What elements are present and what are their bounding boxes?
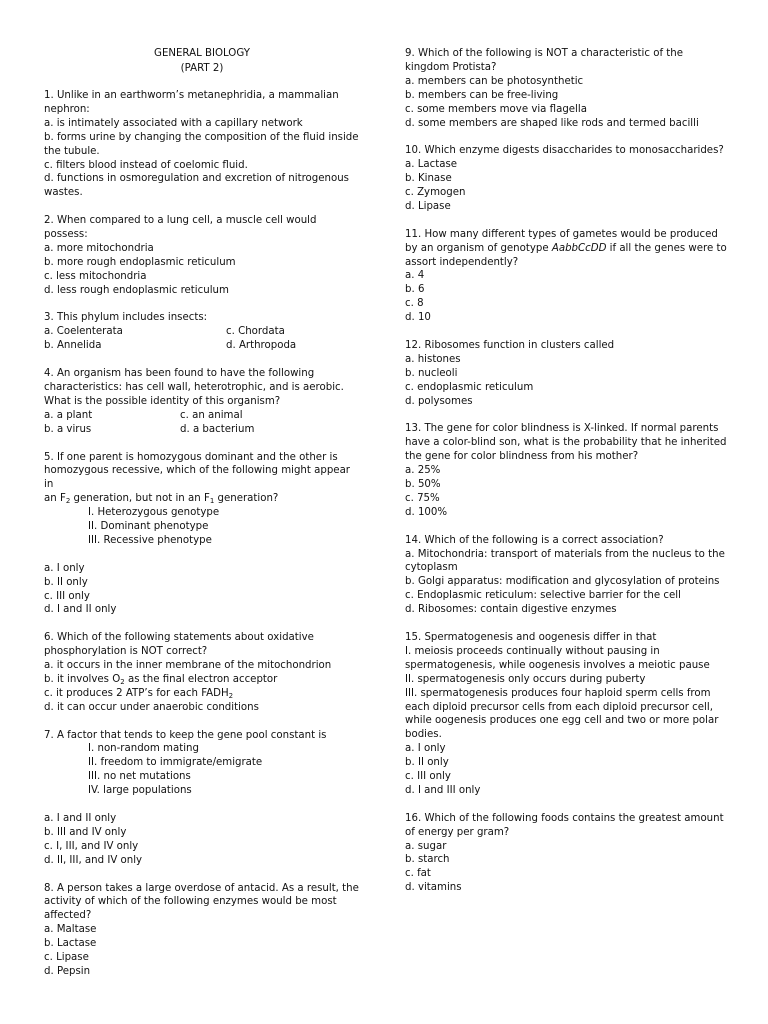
answer-choice: d. I and II only (44, 604, 117, 616)
subscript: 2 (228, 691, 234, 700)
answer-choice: c. Zymogen (405, 187, 466, 199)
roman-statement: III. no net mutations (88, 771, 191, 783)
answer-choice: c. I, III, and IV only (44, 840, 139, 852)
title-line-2: (PART 2) (180, 62, 224, 74)
answer-choice: d. I and III only (405, 784, 481, 796)
answer-choice: b. members can be free-living (405, 89, 559, 101)
question-stem: 8. A person takes a large overdose of antacid. As a result, the (44, 882, 359, 894)
answer-choice: the tubule. (44, 145, 100, 157)
question-stem: 9. Which of the following is NOT a characteristic of the (405, 48, 683, 59)
question-stem: 1. Unlike in an earthworm’s metanephridia, a mammalian (44, 90, 339, 101)
roman-statement: I. Heterozygous genotype (88, 507, 220, 519)
question-10 (405, 144, 727, 214)
choice-text: as the final electron acceptor (124, 673, 278, 685)
stem-text: generation, but not in an F (70, 493, 210, 505)
answer-choice: d. functions in osmoregulation and excretion of nitrogenous (44, 173, 349, 185)
answer-choice: c. III only (44, 590, 90, 602)
roman-statement: I. non-random mating (88, 743, 199, 755)
answer-choice: a. members can be photosynthetic (405, 75, 584, 87)
answer-choice: b. a virus (44, 423, 92, 435)
answer-choice: a. it occurs in the inner membrane of the mitochondrion (44, 660, 332, 672)
question-stem: 2. When compared to a lung cell, a muscle cell would possess: (44, 215, 317, 241)
answer-choice: c. filters blood instead of coelomic fluid. (44, 159, 248, 171)
answer-choice: b. II only (405, 757, 449, 769)
question-4 (44, 367, 360, 437)
question-stem: 15. Spermatogenesis and oogenesis differ in that (405, 631, 657, 643)
roman-statement: each diploid precursor cells from each diploid precursor cell, (405, 701, 713, 713)
answer-choice: b. III and IV only (44, 826, 127, 838)
question-stem: characteristics: has cell wall, heterotrophic, and is aerobic. (44, 381, 344, 393)
subscript: 2 (120, 677, 125, 686)
answer-choice: c. an animal (180, 409, 243, 421)
stem-text: by an organism of genotype (405, 242, 552, 254)
answer-choice: c. Endoplasmic reticulum: selective barrier for the cell (405, 590, 681, 602)
question-12 (405, 339, 727, 409)
answer-choice: a. I only (405, 743, 446, 755)
roman-statement: III. spermatogenesis produces four haploid sperm cells from (405, 687, 711, 699)
answer-choice: c. Lipase (44, 952, 89, 964)
blank-line (44, 798, 360, 812)
question-stem: homozygous recessive, which of the following might appear in (44, 465, 350, 491)
answer-choice: c. fat (405, 868, 431, 880)
question-13 (405, 422, 727, 519)
answer-choices-grid (44, 409, 360, 437)
answer-choice: d. 10 (405, 312, 431, 324)
question-stem (44, 492, 360, 506)
answer-choice: d. Arthropoda (226, 340, 297, 352)
question-15 (405, 631, 727, 798)
answer-choice: a. Mitochondria: transport of materials from the nucleus to the (405, 548, 725, 560)
answer-choice: b. more rough endoplasmic reticulum (44, 256, 236, 268)
answer-choice: d. polysomes (405, 395, 473, 407)
question-stem: 3. This phylum includes insects: (44, 312, 208, 324)
answer-choice: c. 75% (405, 492, 440, 504)
question-stem: 14. Which of the following is a correct association? (405, 534, 664, 546)
answer-choice: b. Annelida (44, 340, 102, 352)
question-1 (44, 89, 360, 200)
answer-choice: a. 25% (405, 465, 441, 477)
question-stem: 16. Which of the following foods contains the greatest amount (405, 812, 724, 824)
answer-choice: a. 4 (405, 270, 425, 282)
answer-choice: c. some members move via flagella (405, 103, 587, 115)
stem-text: an F (44, 493, 66, 505)
answer-choice: a. histones (405, 353, 461, 365)
question-stem: affected? (44, 910, 92, 922)
answer-choice: a. Maltase (44, 924, 97, 936)
question-stem: 6. Which of the following statements about oxidative (44, 632, 314, 644)
roman-statement: II. spermatogenesis only occurs during puberty (405, 673, 646, 685)
question-stem: 5. If one parent is homozygous dominant and the other is (44, 451, 338, 463)
stem-text: if all the genes were to (606, 242, 727, 254)
question-7 (44, 729, 360, 868)
answer-choice: cytoplasm (405, 562, 458, 574)
answer-choice: b. 6 (405, 284, 425, 296)
answer-choice: b. Golgi apparatus: modification and glycosylation of proteins (405, 576, 720, 588)
answer-choice: b. Lactase (44, 938, 97, 950)
roman-statement: II. freedom to immigrate/emigrate (88, 757, 263, 769)
question-stem: 10. Which enzyme digests disaccharides to monosaccharides? (405, 145, 724, 157)
question-stem: activity of which of the following enzymes would be most (44, 896, 337, 908)
question-14 (405, 534, 727, 617)
answer-choice: d. a bacterium (180, 423, 255, 435)
question-16 (405, 812, 727, 895)
question-stem: phosphorylation is NOT correct? (44, 646, 208, 658)
roman-statement: spermatogenesis, while oogenesis involves a meiotic pause (405, 659, 710, 671)
question-stem: What is the possible identity of this organism? (44, 395, 281, 407)
answer-choice: a. I and II only (44, 813, 117, 824)
answer-choice: d. 100% (405, 506, 448, 518)
answer-choice: a. Lactase (405, 159, 458, 171)
roman-statement: III. Recessive phenotype (88, 534, 212, 546)
answer-choice: d. it can occur under anaerobic conditions (44, 701, 259, 713)
answer-choice: b. 50% (405, 479, 441, 491)
question-8 (44, 882, 360, 979)
question-stem: 12. Ribosomes function in clusters called (405, 339, 615, 351)
choice-text: c. it produces 2 ATP’s for each FADH (44, 687, 229, 699)
answer-choice: d. Ribosomes: contain digestive enzymes (405, 604, 617, 616)
question-stem: kingdom Protista? (405, 61, 497, 73)
answer-choice: b. Kinase (405, 173, 452, 185)
roman-statement: while oogenesis produces one egg cell and two or more polar (405, 715, 719, 727)
question-6 (44, 631, 360, 714)
answer-choice: d. some members are shaped like rods and termed bacilli (405, 117, 699, 129)
question-9 (405, 47, 727, 130)
answer-choice (44, 673, 360, 687)
question-stem: the gene for color blindness from his mother? (405, 451, 639, 463)
question-stem (405, 242, 727, 256)
answer-choices-grid (44, 325, 360, 353)
answer-choice: a. a plant (44, 409, 93, 421)
question-stem: nephron: (44, 103, 90, 115)
answer-choice: c. less mitochondria (44, 270, 147, 282)
right-column (405, 47, 727, 909)
answer-choice: wastes. (44, 187, 83, 199)
question-11 (405, 228, 727, 325)
answer-choice: d. Lipase (405, 200, 451, 212)
answer-choice: c. endoplasmic reticulum (405, 381, 534, 393)
question-stem: 4. An organism has been found to have the following (44, 368, 315, 380)
subscript: 1 (209, 497, 215, 506)
question-stem: 11. How many different types of gametes would be produced (405, 228, 718, 240)
question-stem: have a color-blind son, what is the probability that he inherited (405, 437, 727, 449)
question-3 (44, 311, 360, 353)
left-column (44, 47, 360, 993)
choice-text: b. it involves O (44, 673, 121, 685)
answer-choice: d. Pepsin (44, 965, 91, 977)
answer-choice: b. II only (44, 576, 88, 588)
answer-choice: a. sugar (405, 840, 447, 852)
question-stem: 7. A factor that tends to keep the gene pool constant is (44, 729, 327, 741)
answer-choice: b. forms urine by changing the composition of the fluid inside (44, 131, 359, 143)
answer-choice: b. nucleoli (405, 367, 458, 379)
answer-choice (44, 687, 360, 701)
question-stem: assort independently? (405, 256, 519, 268)
answer-choice: a. Coelenterata (44, 326, 123, 338)
question-stem: 13. The gene for color blindness is X-linked. If normal parents (405, 423, 719, 435)
roman-statement: I. meiosis proceeds continually without pausing in (405, 645, 660, 657)
answer-choice: c. III only (405, 771, 451, 783)
title-line-1: GENERAL BIOLOGY (154, 48, 250, 59)
question-2 (44, 214, 360, 297)
question-stem: of energy per gram? (405, 826, 510, 838)
answer-choice: c. 8 (405, 298, 424, 310)
answer-choice: c. Chordata (226, 326, 285, 338)
document-title (44, 47, 360, 76)
answer-choice: a. I only (44, 562, 85, 574)
answer-choice: a. more mitochondria (44, 242, 154, 254)
question-5 (44, 451, 360, 618)
roman-statement: II. Dominant phenotype (88, 521, 209, 533)
answer-choice: d. II, III, and IV only (44, 854, 143, 866)
answer-choice: a. is intimately associated with a capillary network (44, 117, 303, 129)
subscript: 2 (65, 497, 71, 506)
roman-statement: bodies. (405, 729, 442, 741)
answer-choice: b. starch (405, 854, 450, 866)
answer-choice: d. less rough endoplasmic reticulum (44, 284, 229, 296)
genotype-italic: AabbCcDD (551, 242, 607, 254)
blank-line (44, 548, 360, 562)
answer-choice: d. vitamins (405, 882, 462, 894)
roman-statement: IV. large populations (88, 785, 192, 797)
stem-text: generation? (214, 493, 279, 505)
